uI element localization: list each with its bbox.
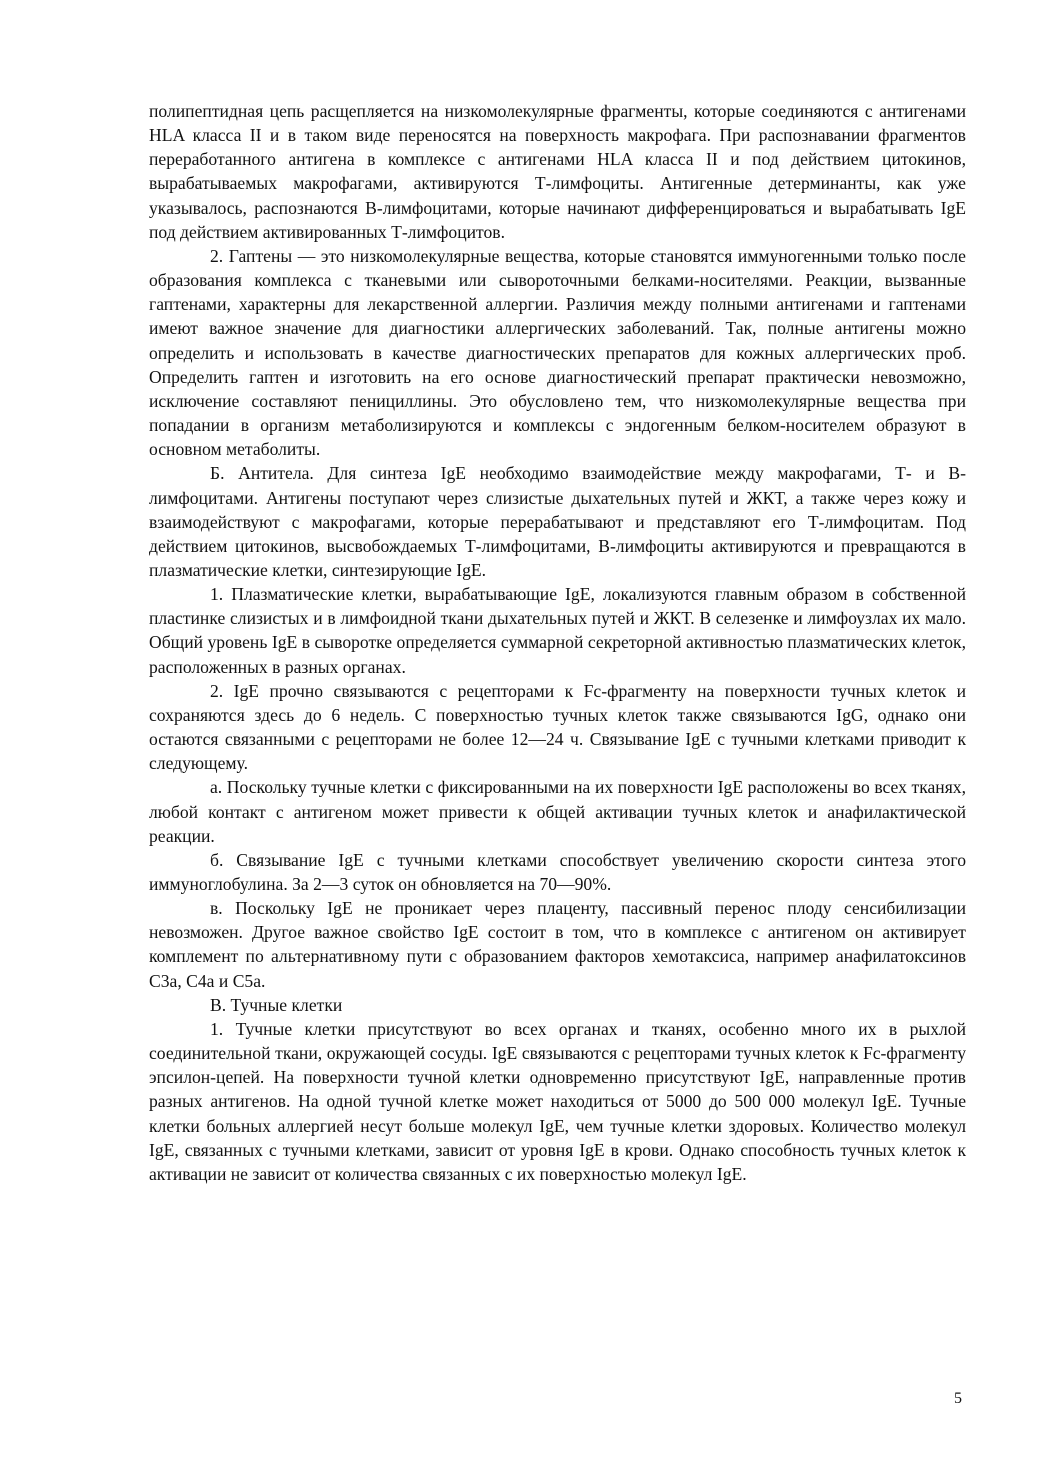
paragraph-item-b: б. Связывание IgE с тучными клетками способствует увеличению скорости синтеза этого иммуноглобулина. За 2—3 суток он обновляется на 70—90%.: [149, 849, 966, 894]
paragraph-item-v: в. Поскольку IgE не проникает через плаценту, пассивный перенос плоду сенсибилизации невозможен. Другое важное свойство IgE состоит в том, что в комплексе с антигеном он активирует комплемент по альтернативному пути с образованием факторов хемотаксиса, например анафилатоксинов С3а, С4а и С5а.: [149, 898, 966, 991]
section-heading-mast-cells: В. Тучные клетки: [210, 994, 343, 1015]
paragraph-item-a: а. Поскольку тучные клетки с фиксированными на их поверхности IgE расположены во всех тканях, любой контакт с антигеном может привести к общей активации тучных клеток и анафилактической реакции.: [149, 777, 966, 846]
paragraph-antibodies: Б. Антитела. Для синтеза IgE необходимо взаимодействие между макрофагами, Т- и В-лимфоцитами. Антигены поступают через слизистые дыхательных путей и ЖКТ, а также через кожу и взаимодействуют с макрофагами, которые перерабатывают и представляют его Т-лимфоцитам. Под действием цитокинов, высвобождаемых Т-лимфоцитами, В-лимфоциты активируются и превращаются в плазматические клетки, синтезирующие IgE.: [149, 463, 966, 580]
paragraph-plasma-cells: 1. Плазматические клетки, вырабатывающие IgE, локализуются главным образом в собственной пластинке слизистых и в лимфоидной ткани дыхательных путей и ЖКТ. В селезенке и лимфоузлах их мало. Общий уровень IgE в сыворотке определяется суммарной секреторной активностью плазматических клеток, расположенных в разных органах.: [149, 584, 966, 677]
paragraph-ige-binding: 2. IgE прочно связываются с рецепторами к Fc-фрагменту на поверхности тучных клеток и сохраняются здесь до 6 недель. С поверхностью тучных клеток также связываются IgG, однако они остаются связанными с рецепторами не более 12—24 ч. Связывание IgE с тучными клетками приводит к следующему.: [149, 680, 966, 774]
paragraph-continuation: полипептидная цепь расщепляется на низкомолекулярные фрагменты, которые соединяются с антигенами HLA класса II и в таком виде переносятся на поверхность макрофага. При распознавании фрагментов переработанного антигена в комплексе с антигенами HLA класса II и под действием цитокинов, вырабатываемых макрофагами, активируются Т-лимфоциты. Антигенные детерминанты, как уже указывалось, распознаются В-лимфоцитами, которые начинают дифференцироваться и вырабатывать IgE под действием активированных Т-лимфоцитов.: [149, 101, 966, 242]
page-number: 5: [954, 1390, 962, 1407]
paragraph-mast-cells: 1. Тучные клетки присутствуют во всех органах и тканях, особенно много их в рыхлой соединительной ткани, окружающей сосуды. IgE связываются с рецепторами тучных клеток к Fc-фрагменту эпсилон-цепей. На поверхности тучной клетки одновременно присутствуют IgE, направленные против разных антигенов. На одной тучной клетке может находиться от 5000 до 500 000 молекул IgE. Тучные клетки больных аллергией несут больше молекул IgE, чем тучные клетки здоровых. Количество молекул IgE, связанных с тучными клетками, зависит от уровня IgE в крови. Однако способность тучных клеток к активации не зависит от количества связанных с их поверхностью молекул IgE.: [149, 1018, 966, 1184]
paragraph-haptens: 2. Гаптены — это низкомолекулярные вещества, которые становятся иммуногенными только после образования комплекса с тканевыми или сывороточными белками-носителями. Реакции, вызванные гаптенами, характерны для лекарственной аллергии. Различия между полными антигенами и гаптенами имеют важное значение для диагностики аллергических заболеваний. Так, полные антигены можно определить и использовать в качестве диагностических препаратов для кожных аллергических проб. Определить гаптен и изготовить на его основе диагностический препарат практически невозможно, исключение составляют пенициллины. Это обусловлено тем, что низкомолекулярные вещества при попадании в организм метаболизируются и комплексы с эндогенным белком-носителем образуют в основном метаболиты.: [149, 245, 966, 460]
document-body: [149, 99, 966, 1186]
